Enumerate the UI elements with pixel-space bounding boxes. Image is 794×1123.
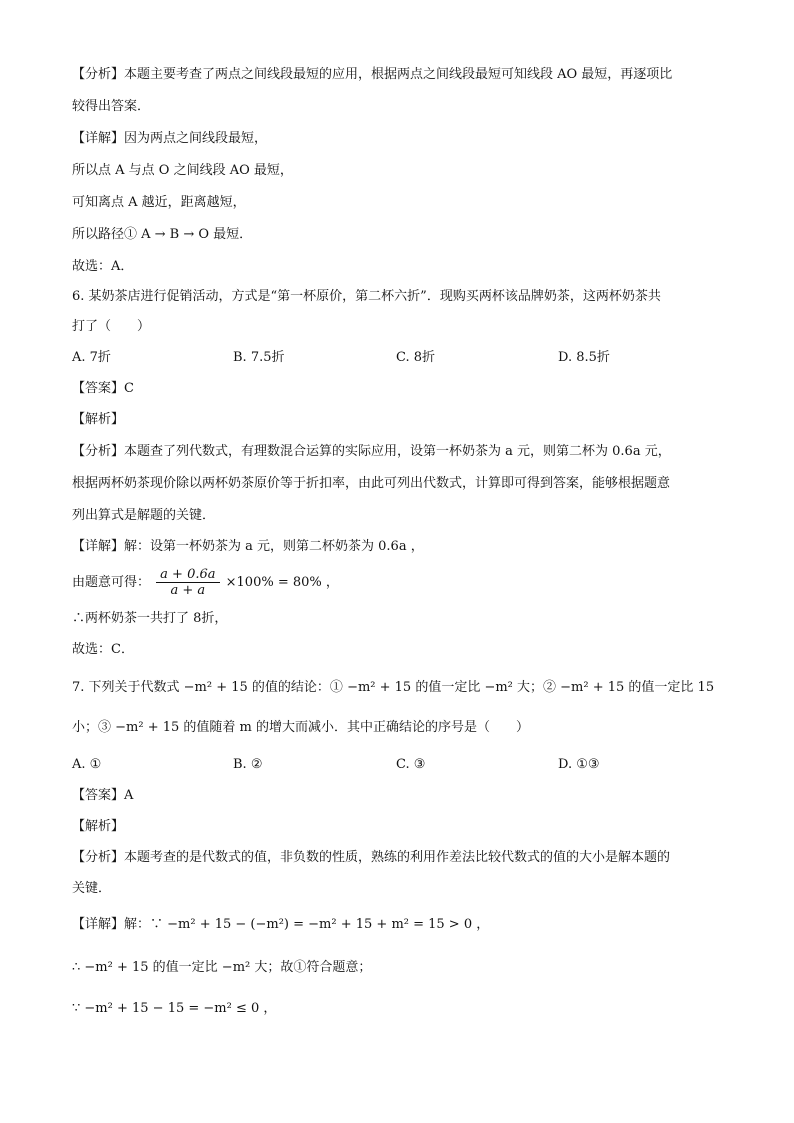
formula-prefix: 由题意可得： — [72, 575, 151, 590]
question-6-analysis: 根据两杯奶茶现价除以两杯奶茶原价等于折扣率，由此可列出代数式，计算即可得到答案，能够根据题意 — [72, 476, 671, 491]
question-6-option-a: A. 7折 — [72, 350, 111, 365]
question-6-stem: 打了（ ） — [72, 319, 151, 334]
detail-line: 所以点 A 与点 O 之间线段 AO 最短， — [72, 163, 293, 178]
question-6-answer: 【答案】C — [72, 381, 134, 396]
fraction — [156, 567, 219, 598]
formula-suffix: ×100% = 80% ， — [225, 575, 339, 590]
question-6-option-c: C. 8折 — [396, 350, 436, 365]
fraction-denominator: a + a — [170, 583, 206, 598]
question-6-formula-line — [72, 566, 339, 600]
detail-line: 【详解】因为两点之间线段最短， — [72, 131, 268, 146]
question-6-result: 故选：C． — [72, 642, 134, 657]
question-7-detail: 【详解】解：∵ −m² + 15 − (−m²) = −m² + 15 + m² = 15 > 0 ， — [72, 917, 490, 932]
question-7-option-d: D. ①③ — [558, 757, 600, 772]
detail-line: 所以路径① A → B → O 最短． — [72, 227, 253, 242]
question-7-stem: 小；③ −m² + 15 的值随着 m 的增大而减小．其中正确结论的序号是（ ） — [72, 720, 529, 735]
question-7-option-b: B. ② — [233, 757, 263, 772]
question-6-analysis: 列出算式是解题的关键． — [72, 508, 216, 523]
question-6-option-b: B. 7.5折 — [233, 350, 285, 365]
fraction-numerator: a + 0.6a — [156, 567, 219, 583]
question-7-answer: 【答案】A — [72, 788, 134, 803]
analysis-line: 较得出答案． — [72, 99, 151, 114]
question-7-option-c: C. ③ — [396, 757, 426, 772]
question-6-stem: 6. 某奶茶店进行促销活动，方式是“第一杯原价，第二杯六折”．现购买两杯该品牌奶茶，这两杯奶茶共 — [72, 289, 661, 304]
question-7-detail: ∴ −m² + 15 的值一定比 −m² 大；故①符合题意； — [72, 960, 372, 975]
question-7-stem: 7. 下列关于代数式 −m² + 15 的值的结论：① −m² + 15 的值一定比 −m² 大；② −m² + 15 的值一定比 15 — [72, 680, 715, 695]
question-6-detail: ∴两杯奶茶一共打了 8折， — [72, 611, 228, 626]
question-6-detail: 【详解】解：设第一杯奶茶为 a 元，则第二杯奶茶为 0.6a ， — [72, 539, 424, 554]
question-6-analysis: 【分析】本题查了列代数式，有理数混合运算的实际应用，设第一杯奶茶为 a 元，则第二杯为 0.6a 元， — [72, 444, 671, 459]
question-7-analysis: 关键． — [72, 881, 112, 896]
answer-line: 故选：A． — [72, 259, 134, 274]
question-6-jiexi: 【解析】 — [72, 412, 125, 427]
question-6-option-d: D. 8.5折 — [558, 350, 610, 365]
detail-line: 可知离点 A 越近，距离越短， — [72, 195, 246, 210]
question-7-detail: ∵ −m² + 15 − 15 = −m² ≤ 0 ， — [72, 1001, 277, 1016]
question-7-option-a: A. ① — [72, 757, 102, 772]
analysis-line: 【分析】本题主要考查了两点之间线段最短的应用，根据两点之间线段最短可知线段 AO 最短，再逐项比 — [72, 67, 673, 82]
question-7-analysis: 【分析】本题考查的是代数式的值，非负数的性质，熟练的利用作差法比较代数式的值的大小是解本题的 — [72, 850, 671, 865]
question-7-jiexi: 【解析】 — [72, 819, 125, 834]
